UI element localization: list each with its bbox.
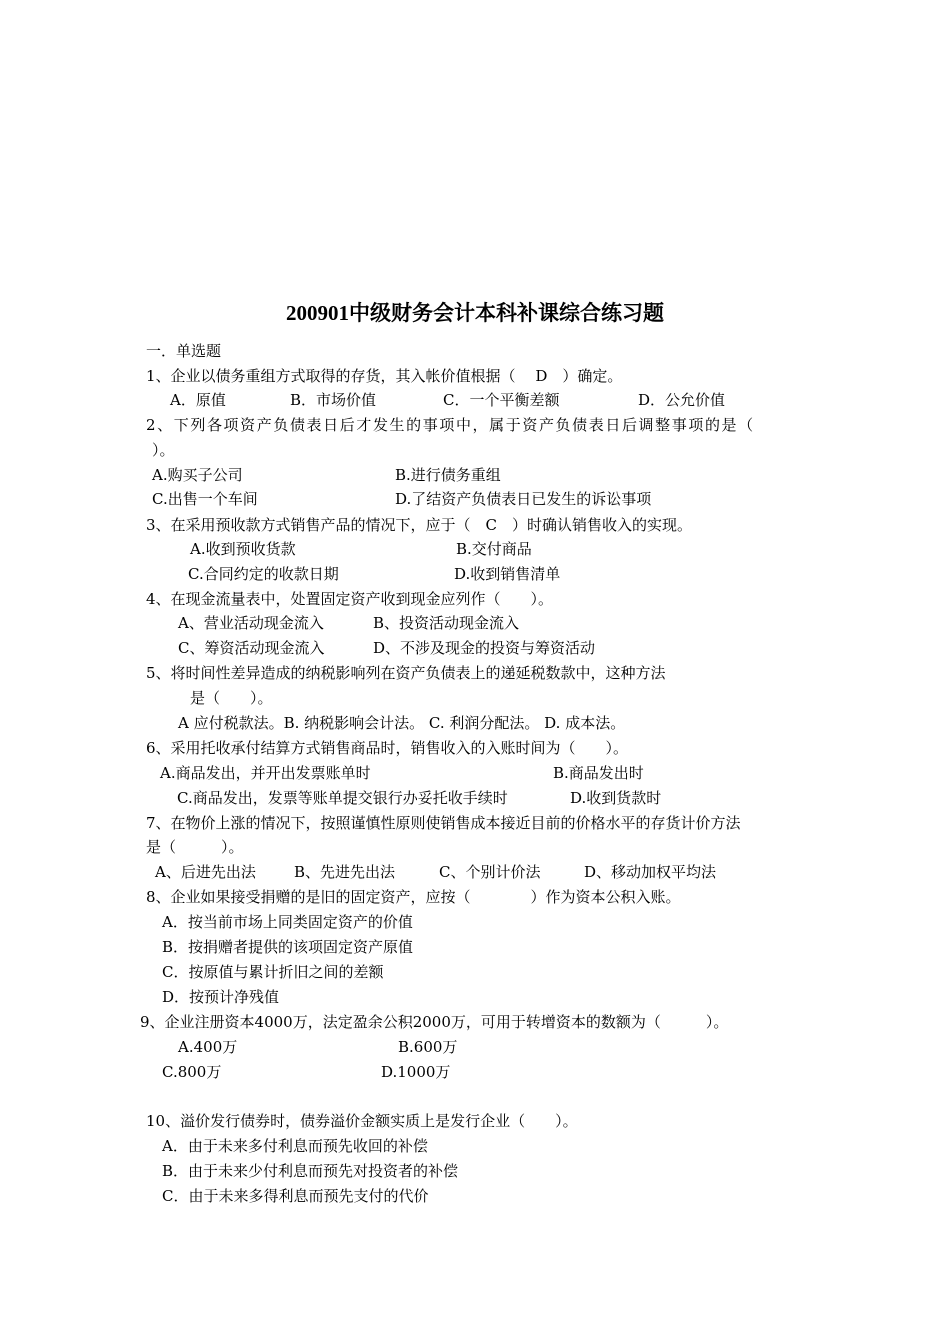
q3-option-b: B.交付商品 (456, 540, 532, 558)
q8-option-c: C．按原值与累计折旧之间的差额 (162, 963, 384, 981)
section-heading: 一．单选题 (146, 342, 222, 360)
q8-option-d: D．按预计净残值 (162, 988, 280, 1006)
question-5-cont: 是（ ）。 (190, 689, 273, 707)
question-9: 9、企业注册资本4000万，法定盈余公积2000万，可用于转增资本的数额为（ ）。 (140, 1013, 729, 1031)
q6-option-c: C.商品发出，发票等账单提交银行办妥托收手续时 (177, 789, 508, 807)
q6-option-d: D.收到货款时 (570, 789, 662, 807)
question-1: 1、企业以债务重组方式取得的存货，其入帐价值根据（ D ）确定。 (146, 367, 623, 385)
q1-option-d: D．公允价值 (638, 391, 726, 409)
question-3: 3、在采用预收款方式销售产品的情况下，应于（ C ）时确认销售收入的实现。 (146, 516, 693, 534)
q9-option-c: C.800万 (162, 1063, 222, 1081)
q3-option-a: A.收到预收货款 (190, 540, 296, 558)
q5-options: A 应付税款法。B. 纳税影响会计法。 C. 利润分配法。 D. 成本法。 (178, 714, 626, 732)
q10-option-a: A．由于未来多付利息而预先收回的补偿 (162, 1137, 428, 1155)
q2-option-a: A.购买子公司 (152, 466, 243, 484)
q7-option-d: D、移动加权平均法 (584, 863, 717, 881)
q4-option-a: A、营业活动现金流入 (178, 614, 324, 632)
question-7-cont: 是（ ）。 (146, 838, 244, 856)
q7-option-c: C、个别计价法 (439, 863, 541, 881)
question-8: 8、企业如果接受捐赠的是旧的固定资产，应按（ ）作为资本公积入账。 (146, 888, 681, 906)
q7-option-b: B、先进先出法 (294, 863, 396, 881)
question-4: 4、在现金流量表中，处置固定资产收到现金应列作（ ）。 (146, 590, 554, 608)
q9-option-a: A.400万 (178, 1038, 238, 1056)
q10-option-c: C．由于未来多得利息而预先支付的代价 (162, 1187, 429, 1205)
q4-option-d: D、不涉及现金的投资与筹资活动 (373, 639, 596, 657)
q4-option-b: B、投资活动现金流入 (373, 614, 520, 632)
q1-option-b: B．市场价值 (290, 391, 377, 409)
document-title: 200901中级财务会计本科补课综合练习题 (286, 301, 664, 325)
q8-option-b: B．按捐赠者提供的该项固定资产原值 (162, 938, 414, 956)
q7-option-a: A、后进先出法 (155, 863, 256, 881)
question-2: 2、下列各项资产负债表日后才发生的事项中，属于资产负债表日后调整事项的是（ (146, 416, 755, 434)
q2-option-b: B.进行债务重组 (395, 466, 501, 484)
q9-option-b: B.600万 (398, 1038, 458, 1056)
q10-option-b: B．由于未来少付利息而预先对投资者的补偿 (162, 1162, 459, 1180)
question-7: 7、在物价上涨的情况下，按照谨慎性原则使销售成本接近目前的价格水平的存货计价方法 (146, 814, 741, 832)
q2-option-c: C.出售一个车间 (152, 490, 258, 508)
q2-option-d: D.了结资产负债表日已发生的诉讼事项 (395, 490, 652, 508)
q9-option-d: D.1000万 (381, 1063, 451, 1081)
q8-option-a: A．按当前市场上同类固定资产的价值 (162, 913, 413, 931)
q4-option-c: C、筹资活动现金流入 (178, 639, 325, 657)
question-5: 5、将时间性差异造成的纳税影响列在资产负债表上的递延税数款中，这种方法 (146, 664, 666, 682)
q1-option-c: C．一个平衡差额 (443, 391, 560, 409)
q1-option-a: A．原值 (170, 391, 226, 409)
q6-option-b: B.商品发出时 (553, 764, 644, 782)
q6-option-a: A.商品发出，并开出发票账单时 (160, 764, 371, 782)
question-10: 10、溢价发行债券时，债券溢价金额实质上是发行企业（ ）。 (146, 1112, 578, 1130)
q3-option-d: D.收到销售清单 (454, 565, 561, 583)
question-6: 6、采用托收承付结算方式销售商品时，销售收入的入账时间为（ ）。 (146, 739, 629, 757)
q3-option-c: C.合同约定的收款日期 (188, 565, 339, 583)
question-2-cont: ）。 (152, 441, 175, 459)
